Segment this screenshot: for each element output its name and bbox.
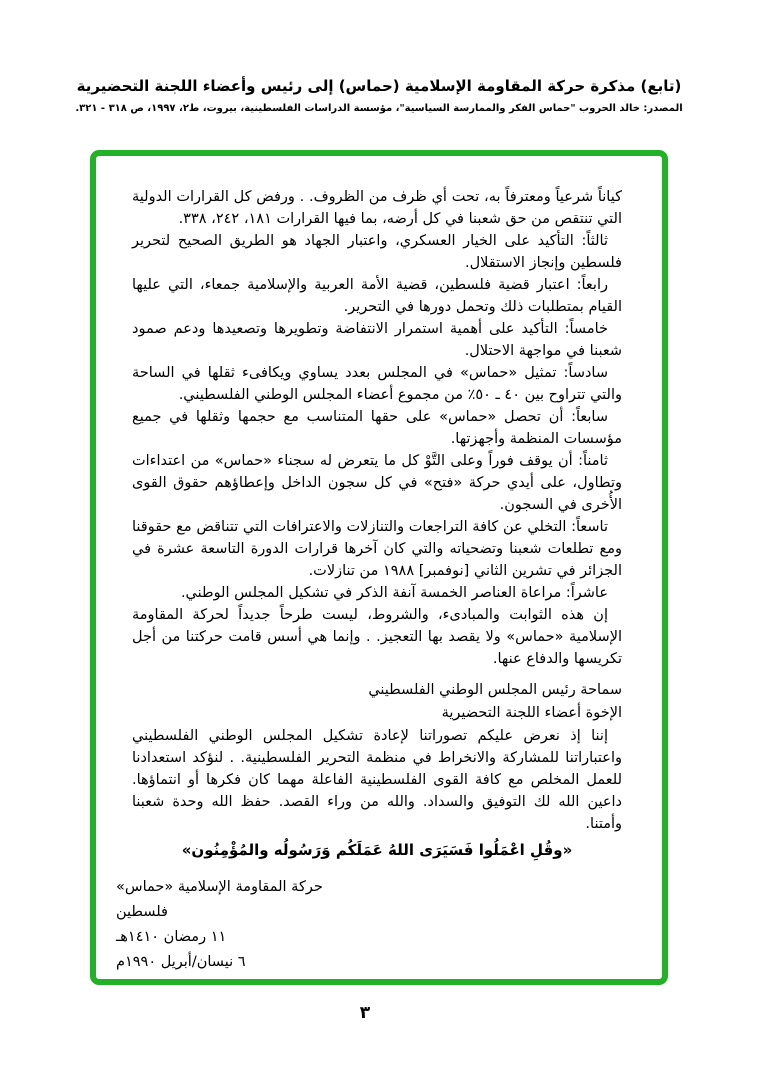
page-number: ٣ (359, 1003, 371, 1023)
page-title: (تابع) مذكرة حركة المقاومة الإسلامية (حماس) إلى رئيس وأعضاء اللجنة التحضيرية (76, 77, 682, 95)
paragraph-tenth: عاشراً: مراعاة العناصر الخمسة آنفة الذكر في تشكيل المجلس الوطني. (180, 585, 608, 601)
quran-verse: «وقُلِ اعْمَلُوا فَسَيَرَى اللهُ عَمَلَكُم وَرَسُولُه والمُؤْمِنُون» (181, 841, 573, 859)
paragraph-seventh: سابعاً: أن تحصل «حماس» على حقها المتناسب مع حجمها وثقلها في جميع مؤسسات المنظمة وأجهزتها. (132, 409, 622, 447)
signature-block (116, 875, 622, 975)
paragraph-fourth: رابعاً: اعتبار قضية فلسطين، قضية الأمة العربية والإسلامية جمعاء، التي عليها القيام بمتطلبات ذلك وتحمل دورها في التحرير. (132, 277, 622, 315)
paragraph-fifth: خامساً: التأكيد على أهمية استمرار الانتفاضة وتطويرها وتصعيدها ودعم صمود شعبنا في مواجهة الاحتلال. (132, 321, 622, 359)
paragraph-conclusion: إن هذه الثوابت والمبادىء، والشروط، ليست طرحاً جديداً لحركة المقاومة الإسلامية «حماس» ولا يقصد بها التعجيز. . وإنما هي أسس قامت حركتنا من أجل تكريسها والدفاع عنها. (132, 607, 622, 667)
signature-line-gregorian-date: ٦ نيسان/أبريل ١٩٩٠م (116, 954, 246, 970)
source-citation: المصدر: خالد الحروب "حماس الفكر والممارسة السياسية"، مؤسسة الدراسات الفلسطينية، بيروت، ط٢، ١٩٩٧، ص ٣١٨ - ٣٢١. (75, 103, 683, 114)
address-line-committee: الإخوة أعضاء اللجنة التحضيرية (441, 705, 622, 721)
paragraph-third: ثالثاً: التأكيد على الخيار العسكري، واعتبار الجهاد هو الطريق الصحيح لتحرير فلسطين وإنجاز الاستقلال. (132, 233, 622, 271)
signature-line-movement: حركة المقاومة الإسلامية «حماس» (116, 879, 323, 895)
paragraph-continuation: كياناً شرعياً ومعترفاً به، تحت أي ظرف من الظروف. . ورفض كل القرارات الدولية التي تنتقص من حق شعبنا في كل أرضه، بما فيها القرارات ١٨١، ٢٤٢، ٣٣٨. (132, 189, 622, 227)
address-line-president: سماحة رئيس المجلس الوطني الفلسطيني (368, 682, 622, 698)
memo-border-box (90, 150, 668, 985)
address-block (132, 679, 622, 725)
paragraph-ninth: تاسعاً: التخلي عن كافة التراجعات والتنازلات والاعترافات التي تتناقض مع حقوقنا ومع تطلعات شعبنا وتضحياته والتي كان آخرها قرارات الدورة التاسعة عشرة في الجزائر في تشرين الثاني [نوفمبر] ١٩٨٨ من تنازلات. (132, 519, 622, 579)
signature-line-place: فلسطين (116, 904, 168, 920)
closing-paragraph: إننا إذ نعرض عليكم تصوراتنا لإعادة تشكيل المجلس الوطني الفلسطيني واعتباراتنا للمشاركة والانخراط في منظمة التحرير الفلسطينية. . لنؤكد استعدادنا للعمل المخلص مع كافة القوى الفلسطينية الفاعلة مهما كان فكرها أو انتماؤها. داعين الله لك التوفيق والسداد. والله من وراء القصد. حفظ الله وحدة شعبنا وأمتنا. (132, 728, 622, 832)
paragraph-sixth: سادساً: تمثيل «حماس» في المجلس بعدد يساوي ويكافىء ثقلها في الساحة والتي تتراوح بين ٤٠ ـ ٥٠٪ من مجموع أعضاء المجلس الوطني الفلسطيني. (132, 365, 622, 403)
memo-body (116, 186, 622, 975)
document-header (0, 76, 758, 114)
signature-line-hijri-date: ١١ رمضان ١٤١٠هـ (116, 929, 227, 945)
paragraph-eighth: ثامناً: أن يوقف فوراً وعلى التَّوْ كل ما يتعرض له سجناء «حماس» من اعتداءات وتطاول، على أيدي حركة «فتح» في كل سجون الداخل وإعطاؤهم حقوق القوى الأُخرى في السجون. (132, 453, 622, 513)
